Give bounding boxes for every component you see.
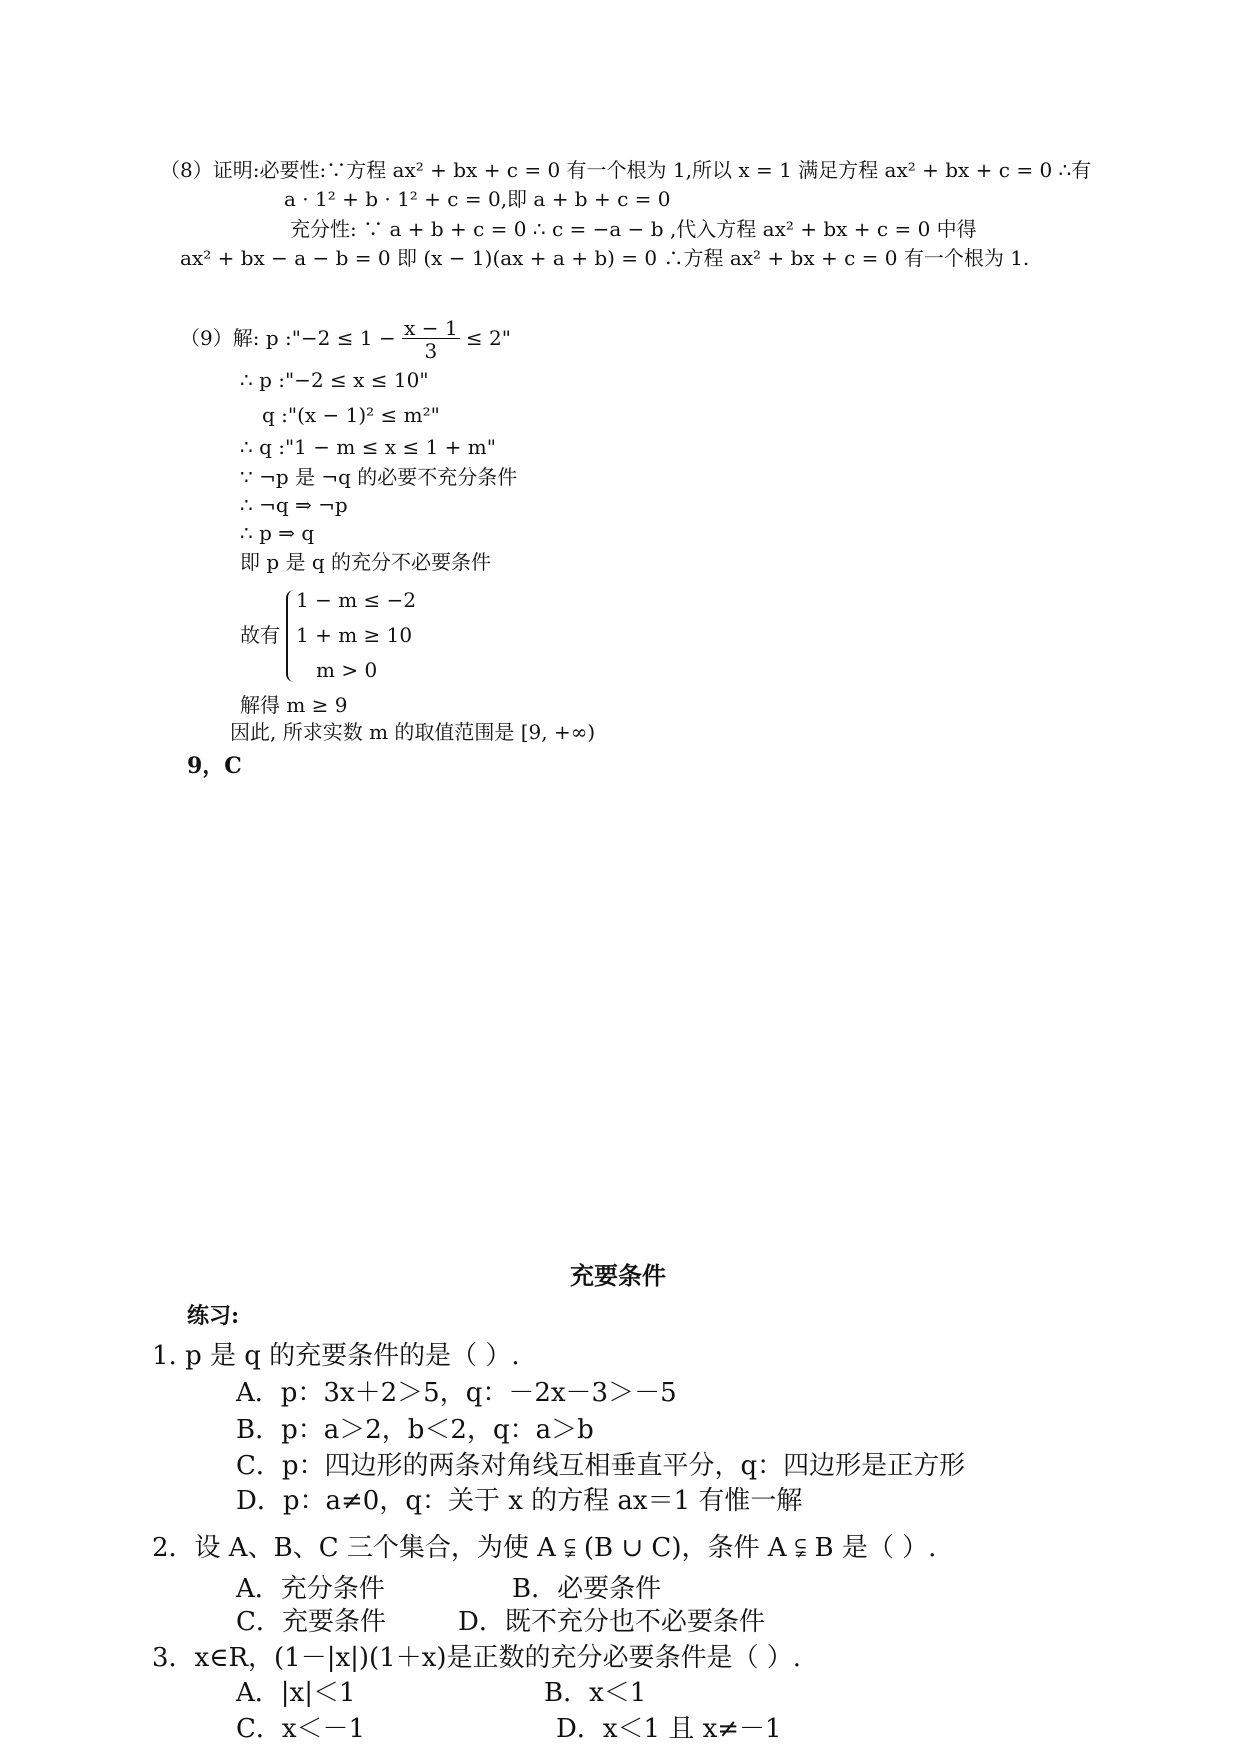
system-eq3: m > 0 <box>316 658 378 682</box>
fraction-numerator: x − 1 <box>404 316 458 340</box>
solution9-line4: ∴ q :"1 − m ≤ x ≤ 1 + m" <box>240 435 496 459</box>
solution9-line9: 解得 m ≥ 9 <box>240 693 348 717</box>
solution8-line2: a · 1² + b · 1² + c = 0,即 a + b + c = 0 <box>284 187 671 211</box>
fraction-denominator: 3 <box>424 339 438 363</box>
solution9-line1 <box>180 318 511 361</box>
solution9-line3: q :"(x − 1)² ≤ m²" <box>262 403 440 427</box>
q1-stem: 1. p 是 q 的充要条件的是（ ）. <box>152 1341 520 1371</box>
q2-option-a: A．充分条件 <box>236 1574 385 1604</box>
solution9-tail: ≤ 2" <box>465 326 511 350</box>
solution9-line10: 因此, 所求实数 m 的取值范围是 [9, +∞) <box>230 720 596 744</box>
solution9-line7: ∴ p ⇒ q <box>240 521 315 545</box>
solution9-line8: 即 p 是 q 的充分不必要条件 <box>240 550 492 574</box>
q3-option-b: B．x＜1 <box>544 1678 647 1708</box>
fraction <box>402 318 459 361</box>
q2-option-c: C．充要条件 <box>236 1607 386 1637</box>
practice-label: 练习: <box>187 1303 240 1329</box>
q2-stem: 2．设 A、B、C 三个集合，为使 A ⫋ (B ∪ C)，条件 A ⫋ B 是（ ）. <box>152 1533 937 1563</box>
q2-option-d: D．既不充分也不必要条件 <box>458 1607 765 1637</box>
left-brace <box>286 590 296 682</box>
q1-option-b: B．p：a＞2，b＜2，q：a＞b <box>236 1415 594 1445</box>
q2-option-b: B．必要条件 <box>512 1574 662 1604</box>
solution8-line3: 充分性: ∵ a + b + c = 0 ∴ c = −a − b ,代入方程 ax² + bx + c = 0 中得 <box>290 217 977 241</box>
q3-option-d: D．x＜1 且 x≠－1 <box>556 1714 782 1744</box>
section-title: 充要条件 <box>570 1261 666 1290</box>
q3-stem: 3．x∈R，(1－|x|)(1＋x)是正数的充分必要条件是（ ）. <box>152 1643 802 1673</box>
system-eq1: 1 − m ≤ −2 <box>296 588 417 612</box>
solution8-line4: ax² + bx − a − b = 0 即 (x − 1)(ax + a + b) = 0 ∴方程 ax² + bx + c = 0 有一个根为 1. <box>180 246 1030 270</box>
q3-option-a: A．|x|＜1 <box>236 1678 356 1708</box>
solution9-lead: （9）解: p :"−2 ≤ 1 − <box>180 326 396 350</box>
system-eq2: 1 + m ≥ 10 <box>296 623 413 647</box>
q1-option-d: D．p：a≠0，q：关于 x 的方程 ax＝1 有惟一解 <box>236 1486 803 1516</box>
solution8-line1: （8）证明:必要性:∵方程 ax² + bx + c = 0 有一个根为 1,所以 x = 1 满足方程 ax² + bx + c = 0 ∴有 <box>160 158 1092 182</box>
answer-line: 9，C <box>187 753 242 779</box>
system-label: 故有 <box>240 623 280 647</box>
solution9-line5: ∵ ¬p 是 ¬q 的必要不充分条件 <box>240 465 518 489</box>
q1-option-a: A．p：3x＋2＞5，q：－2x－3＞－5 <box>236 1378 677 1408</box>
solution9-line2: ∴ p :"−2 ≤ x ≤ 10" <box>240 368 429 392</box>
solution9-line6: ∴ ¬q ⇒ ¬p <box>240 493 348 517</box>
q1-option-c: C．p：四边形的两条对角线互相垂直平分，q：四边形是正方形 <box>236 1451 966 1481</box>
q3-option-c: C．x＜－1 <box>236 1714 366 1744</box>
